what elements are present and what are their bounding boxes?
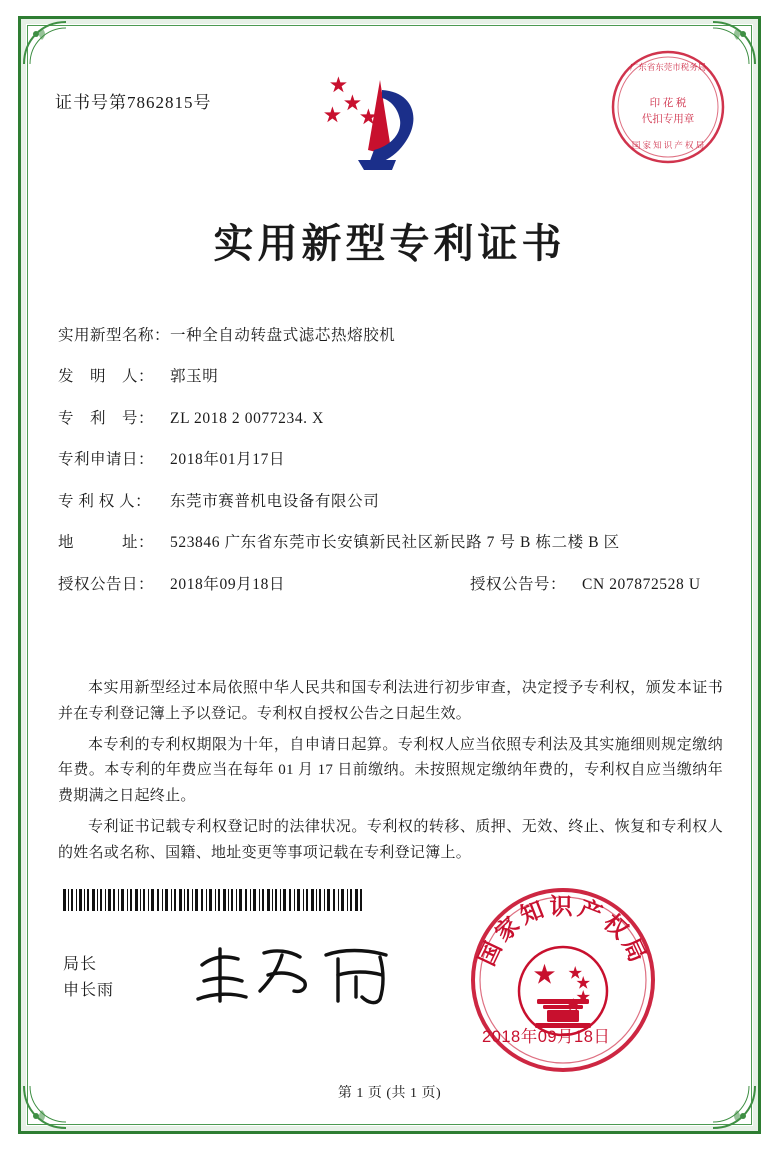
field-row-application-date	[58, 449, 721, 471]
field-label: 专利申请日：	[58, 451, 155, 469]
field-value: 523846 广东省东莞市长安镇新民社区新民路 7 号 B 栋二楼 B 区	[170, 534, 620, 552]
tax-stamp-seal-icon	[609, 48, 727, 166]
field-value: 一种全自动转盘式滤芯热熔胶机	[170, 327, 396, 344]
body-text	[58, 676, 723, 872]
field-value: ZL 2018 2 0077234. X	[170, 409, 324, 427]
handwritten-signature	[190, 935, 420, 1015]
page-title: 实用新型专利证书	[213, 221, 566, 266]
field-row-patent-number	[58, 408, 721, 430]
svg-text:国 家 知 识 产 权 局: 国 家 知 识 产 权 局	[631, 140, 705, 150]
director-label: 局长	[63, 956, 98, 973]
field-value-secondary: CN 207872528 U	[582, 575, 701, 593]
field-label: 发 明 人：	[58, 368, 155, 386]
paragraph: 本专利的专利权期限为十年，自申请日起算。专利权人应当依照专利法及其实施细则规定缴纳年费。本专利的年费应当在每年 01 月 17 日前缴纳。未按照规定缴纳年费的，专利权自应当缴纳年费期满之日起终止。	[58, 736, 723, 805]
field-label: 实用新型名称：	[58, 327, 171, 344]
cnipa-logo-icon	[318, 72, 438, 187]
field-row-name	[58, 325, 721, 347]
field-label-secondary: 授权公告号：	[470, 575, 567, 593]
field-row-grant	[58, 574, 721, 596]
svg-text:代扣专用章: 代扣专用章	[641, 114, 695, 125]
director-name: 申长雨	[63, 982, 115, 1000]
field-label: 授权公告日：	[58, 575, 155, 593]
field-value: 2018年09月18日	[170, 575, 286, 593]
field-label: 专 利 权 人：	[58, 492, 152, 510]
signature-block	[63, 952, 114, 1005]
svg-text:国家知识产权局: 国家知识产权局	[474, 894, 652, 970]
field-label: 地 址：	[58, 534, 155, 552]
barcode	[63, 889, 363, 911]
corner-ornament-icon	[22, 20, 68, 66]
field-list	[58, 325, 721, 615]
svg-text:广东省东莞市税务局: 广东省东莞市税务局	[629, 62, 707, 72]
page-footer: 第 1 页 (共 1 页)	[337, 1086, 442, 1101]
certificate-number: 证书号第7862815号	[55, 93, 212, 112]
seal-date: 2018年09月18日	[482, 1028, 611, 1046]
field-row-patentee	[58, 491, 721, 513]
field-label: 专 利 号：	[58, 409, 155, 427]
field-row-inventor	[58, 366, 721, 388]
svg-text:印 花 税: 印 花 税	[649, 98, 687, 109]
field-value: 2018年01月17日	[170, 451, 286, 469]
national-seal-icon	[466, 883, 660, 1077]
field-row-address	[58, 532, 721, 554]
paragraph: 本实用新型经过本局依照中华人民共和国专利法进行初步审查，决定授予专利权，颁发本证书并在专利登记簿上予以登记。专利权自授权公告之日起生效。	[58, 680, 723, 722]
paragraph: 专利证书记载专利权登记时的法律状况。专利权的转移、质押、无效、终止、恢复和专利权人的姓名或名称、国籍、地址变更等事项记载在专利登记簿上。	[58, 818, 723, 861]
field-value: 郭玉明	[170, 368, 219, 386]
field-value: 东莞市赛普机电设备有限公司	[170, 492, 380, 510]
